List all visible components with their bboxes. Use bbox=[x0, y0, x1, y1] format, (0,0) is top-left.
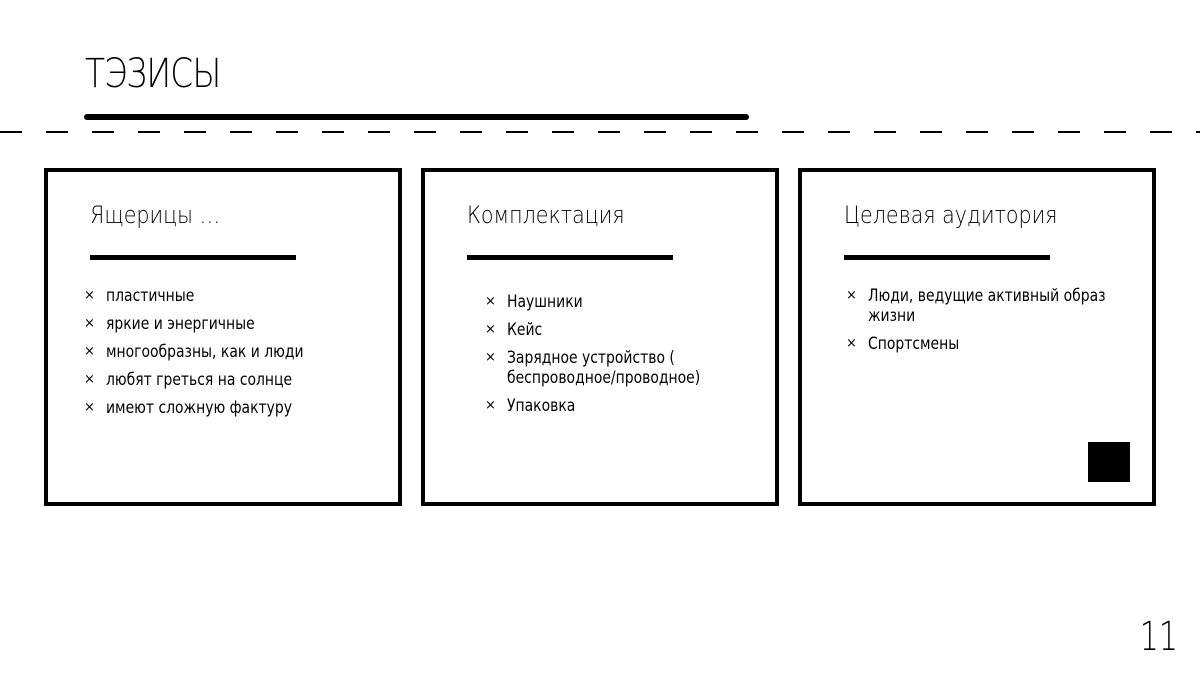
cross-bullet-icon: × bbox=[485, 294, 496, 309]
card-package bbox=[421, 168, 779, 506]
list-item-text: Спортсмены bbox=[868, 334, 960, 354]
page-number: 11 bbox=[1139, 614, 1178, 660]
cross-bullet-icon: × bbox=[84, 400, 95, 415]
title-underline bbox=[84, 114, 749, 120]
card-audience bbox=[798, 168, 1156, 506]
list-item-text: Люди, ведущие активный образ жизни bbox=[868, 286, 1106, 326]
cross-bullet-icon: × bbox=[84, 372, 95, 387]
list-item bbox=[84, 370, 384, 390]
list-item bbox=[485, 320, 745, 340]
list-item-text: яркие и энергичные bbox=[106, 314, 255, 334]
cross-bullet-icon: × bbox=[846, 288, 857, 303]
card-list bbox=[84, 286, 384, 426]
dashed-divider bbox=[0, 131, 1200, 133]
cross-bullet-icon: × bbox=[84, 316, 95, 331]
list-item-text: имеют сложную фактуру bbox=[106, 398, 292, 418]
card-list bbox=[846, 286, 1122, 362]
cross-bullet-icon: × bbox=[485, 398, 496, 413]
list-item-text: многообразны, как и люди bbox=[106, 342, 304, 362]
list-item bbox=[846, 334, 1122, 354]
list-item bbox=[84, 398, 384, 418]
list-item-text: Упаковка bbox=[507, 396, 576, 416]
card-list bbox=[485, 292, 745, 424]
cross-bullet-icon: × bbox=[485, 322, 496, 337]
card-title-underline bbox=[844, 255, 1050, 260]
list-item-text: любят греться на солнце bbox=[106, 370, 293, 390]
card-title: Комплектация bbox=[467, 201, 625, 229]
list-item bbox=[485, 348, 745, 388]
list-item-text: Зарядное устройство ( беспроводное/проводное) bbox=[507, 348, 701, 388]
card-title-underline bbox=[467, 255, 673, 260]
cross-bullet-icon: × bbox=[84, 344, 95, 359]
list-item-text: Наушники bbox=[507, 292, 583, 312]
card-lizards bbox=[44, 168, 402, 506]
list-item bbox=[846, 286, 1122, 326]
card-title-underline bbox=[90, 255, 296, 260]
list-item bbox=[485, 396, 745, 416]
list-item bbox=[485, 292, 745, 312]
cross-bullet-icon: × bbox=[485, 350, 496, 365]
cross-bullet-icon: × bbox=[84, 288, 95, 303]
list-item bbox=[84, 342, 384, 362]
list-item bbox=[84, 314, 384, 334]
list-item-text: пластичные bbox=[106, 286, 195, 306]
black-square-decoration bbox=[1088, 442, 1130, 482]
card-title: Целевая аудитория bbox=[844, 201, 1058, 229]
slide-title: ТЭЗИСЫ bbox=[85, 51, 221, 97]
cross-bullet-icon: × bbox=[846, 336, 857, 351]
card-title: Ящерицы … bbox=[90, 201, 221, 229]
list-item bbox=[84, 286, 384, 306]
list-item-text: Кейс bbox=[507, 320, 543, 340]
